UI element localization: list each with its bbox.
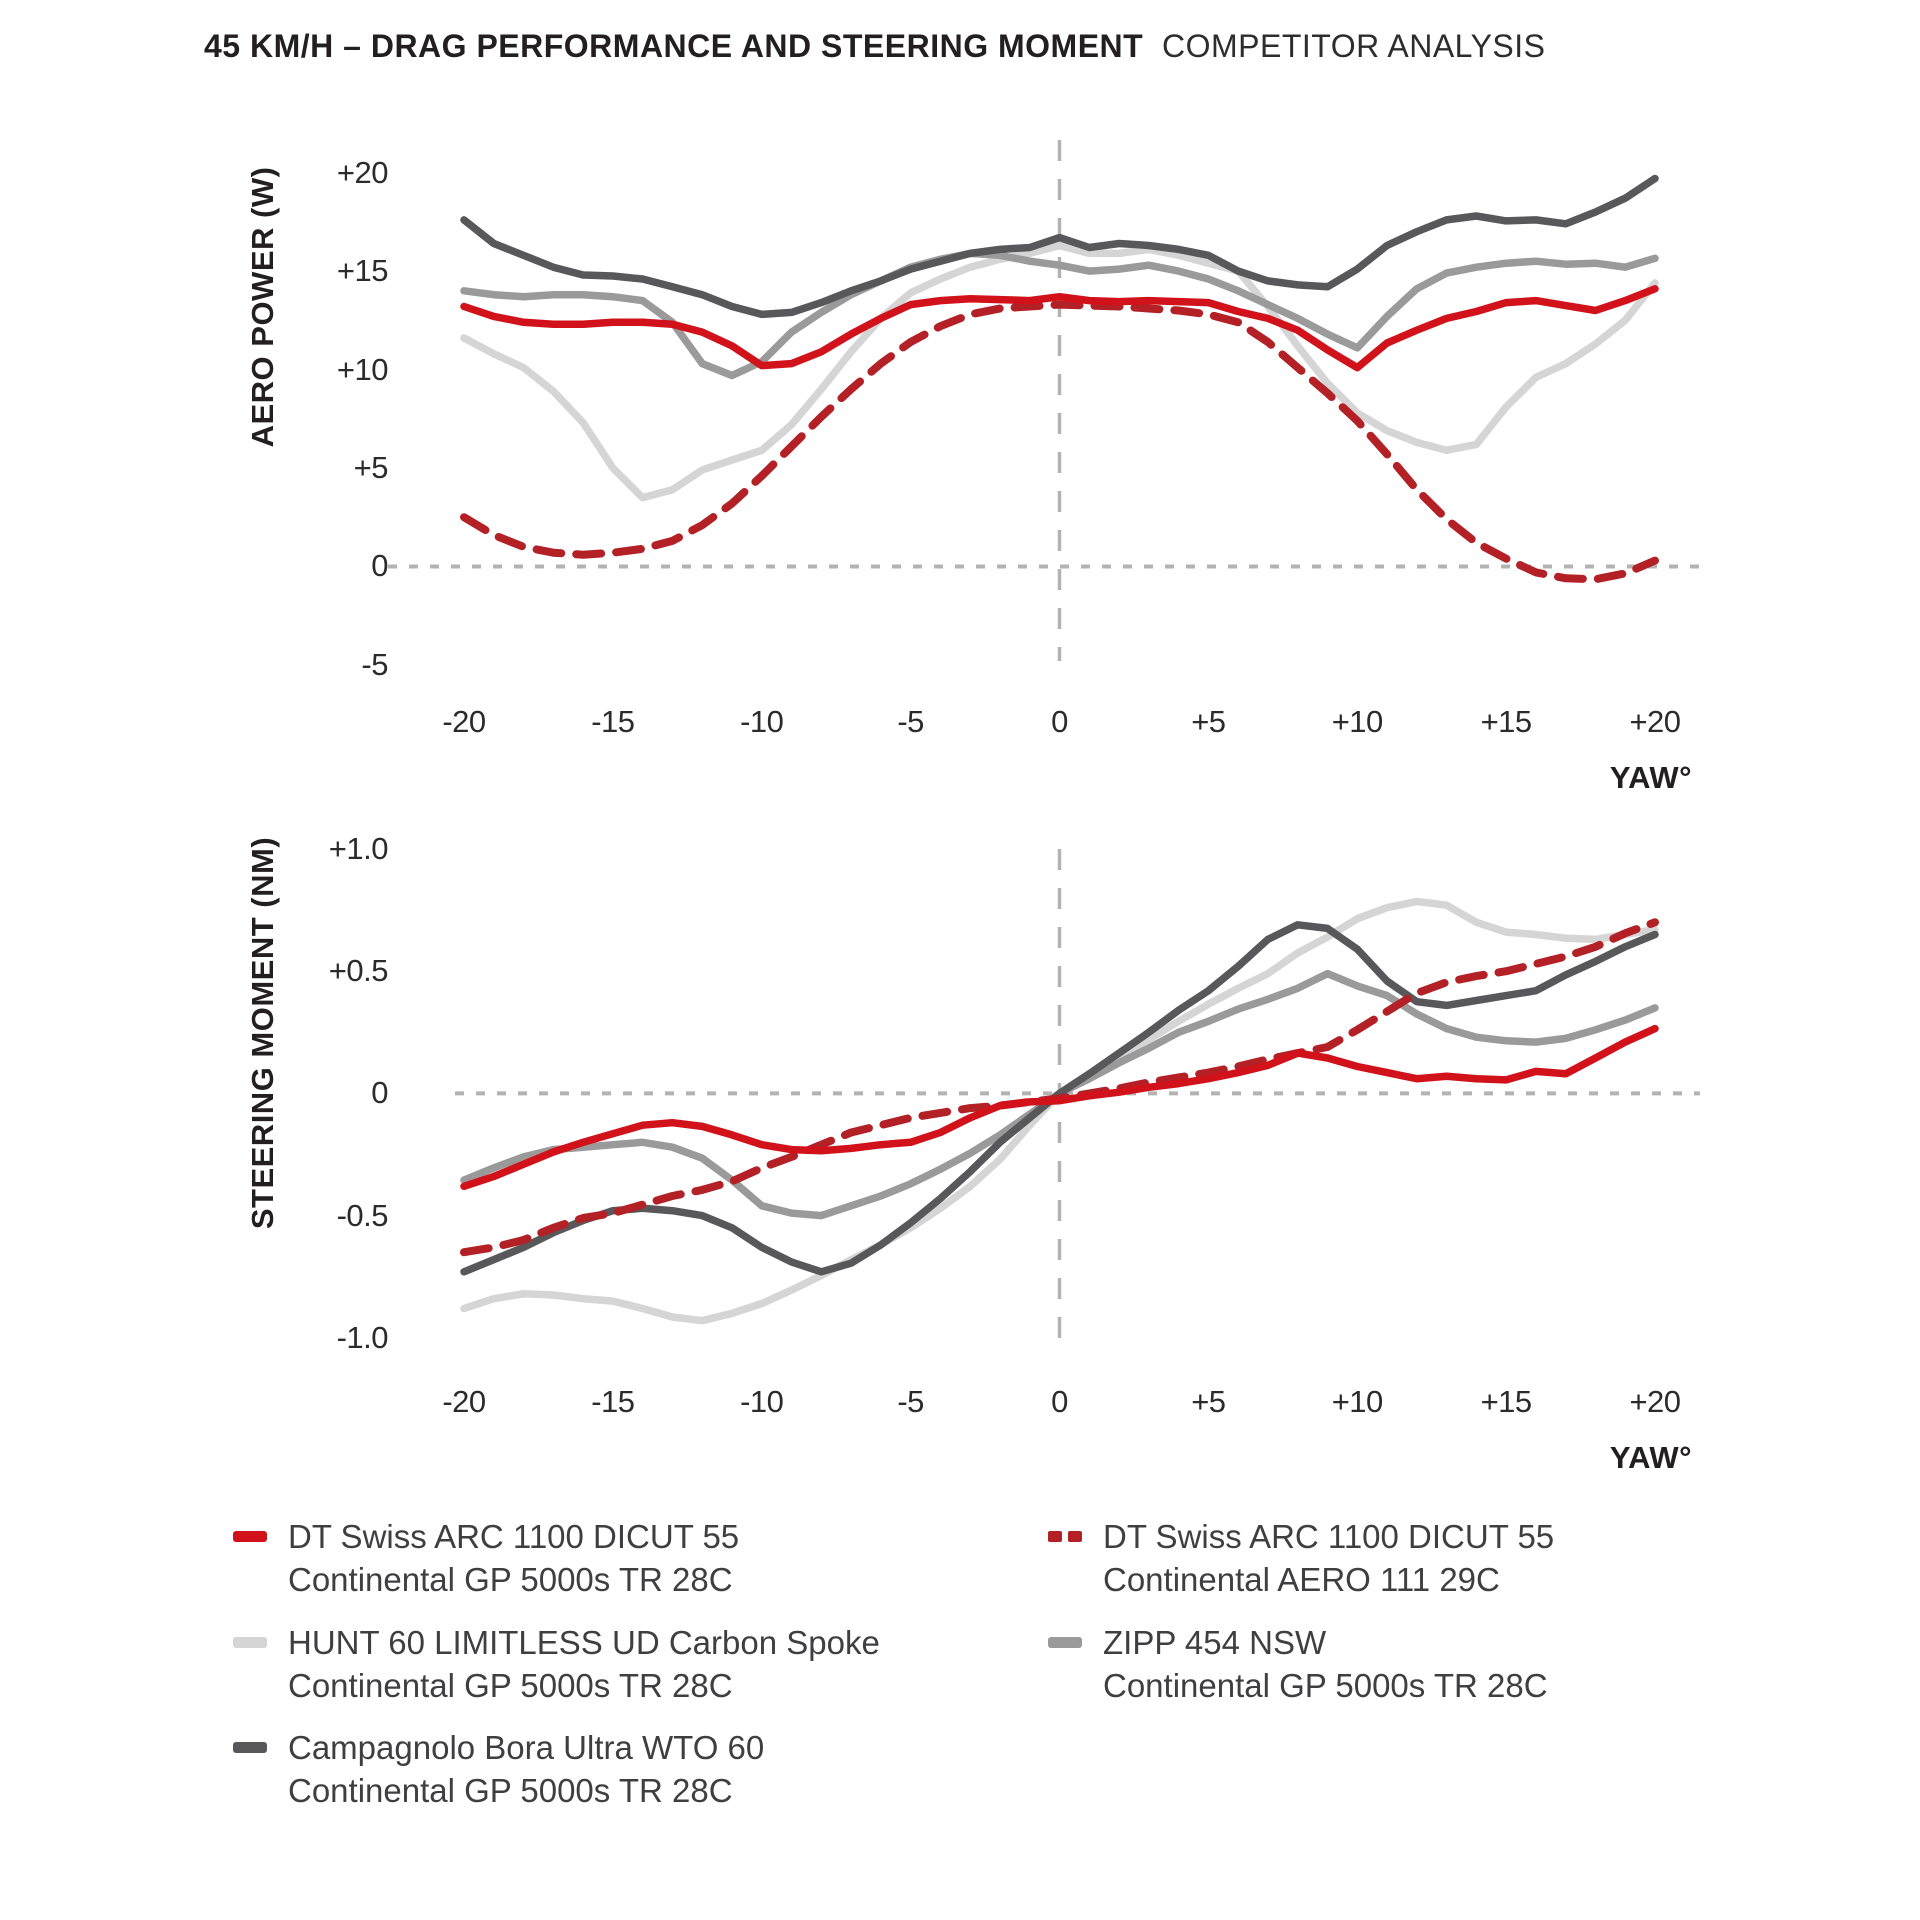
- x-tick-label: -5: [897, 1384, 924, 1419]
- y-tick-label: +15: [336, 253, 388, 289]
- legend-sublabel: Continental GP 5000s TR 28C: [288, 1561, 733, 1598]
- legend-sublabel: Continental GP 5000s TR 28C: [1103, 1667, 1548, 1704]
- x-tick-label: -20: [442, 1384, 486, 1419]
- x-tick-label: -15: [591, 1384, 635, 1419]
- y-tick-label: +10: [336, 351, 388, 387]
- y-tick-label: -5: [361, 646, 388, 682]
- legend-swatch-red-solid: [233, 1531, 267, 1542]
- x-tick-label: -10: [740, 704, 784, 739]
- legend-sublabel: Continental GP 5000s TR 28C: [288, 1772, 733, 1809]
- legend-sublabel: Continental GP 5000s TR 28C: [288, 1667, 733, 1704]
- yaw-axis-label-top: YAW°: [1609, 760, 1692, 795]
- page-title-bold: 45 KM/H – DRAG PERFORMANCE AND STEERING MOMENT: [204, 28, 1144, 64]
- x-tick-label: +5: [1191, 704, 1226, 739]
- x-tick-label: +10: [1331, 704, 1383, 739]
- y-tick-label: -1.0: [336, 1319, 388, 1355]
- x-tick-label: -15: [591, 704, 635, 739]
- x-tick-label: +10: [1331, 1384, 1383, 1419]
- y-tick-label: +0.5: [328, 953, 388, 989]
- x-tick-label: +5: [1191, 1384, 1226, 1419]
- legend-swatch-light-gray: [233, 1637, 267, 1648]
- legend-swatch-dark-gray: [233, 1742, 267, 1753]
- legend-swatch-medium-gray: [1048, 1637, 1082, 1648]
- legend-label: DT Swiss ARC 1100 DICUT 55: [1103, 1518, 1555, 1555]
- legend-item-campagnolo: [233, 1726, 764, 1812]
- y-tick-label: +20: [336, 154, 388, 190]
- page-title-regular-text: COMPETITOR ANALYSIS: [1161, 28, 1546, 64]
- legend-label: ZIPP 454 NSW: [1103, 1624, 1327, 1661]
- y-tick-label: 0: [371, 548, 388, 584]
- x-tick-label: 0: [1051, 704, 1068, 739]
- page-title: [204, 28, 1546, 65]
- x-tick-label: 0: [1051, 1384, 1068, 1419]
- x-tick-label: -5: [897, 704, 924, 739]
- legend-label: HUNT 60 LIMITLESS UD Carbon Spoke: [288, 1624, 880, 1661]
- y-tick-label: -0.5: [336, 1197, 388, 1233]
- legend-swatch-red-dashed: [1048, 1531, 1082, 1542]
- y-tick-label: 0: [371, 1075, 388, 1111]
- legend-item-zipp: [1048, 1621, 1548, 1707]
- legend-item-dtswiss-gp5000: [233, 1515, 739, 1601]
- legend-label: DT Swiss ARC 1100 DICUT 55: [288, 1518, 740, 1555]
- page-title-regular: [1153, 28, 1162, 64]
- legend-sublabel: Continental AERO 111 29C: [1103, 1561, 1500, 1598]
- x-tick-label: -10: [740, 1384, 784, 1419]
- x-tick-label: +20: [1629, 704, 1681, 739]
- legend-item-hunt: [233, 1621, 880, 1707]
- aero-power-axis-title: AERO POWER (W): [245, 166, 280, 448]
- x-tick-label: +15: [1480, 704, 1532, 739]
- x-tick-label: +15: [1480, 1384, 1532, 1419]
- y-tick-label: +5: [353, 450, 388, 485]
- yaw-axis-label-bottom: YAW°: [1609, 1440, 1692, 1475]
- legend-label: Campagnolo Bora Ultra WTO 60: [288, 1729, 765, 1766]
- y-tick-label: +1.0: [328, 831, 388, 866]
- x-tick-label: +20: [1629, 1384, 1681, 1419]
- legend-item-dtswiss-aero111: [1048, 1515, 1554, 1601]
- steering-moment-axis-title: STEERING MOMENT (NM): [245, 836, 280, 1230]
- x-tick-label: -20: [442, 704, 486, 739]
